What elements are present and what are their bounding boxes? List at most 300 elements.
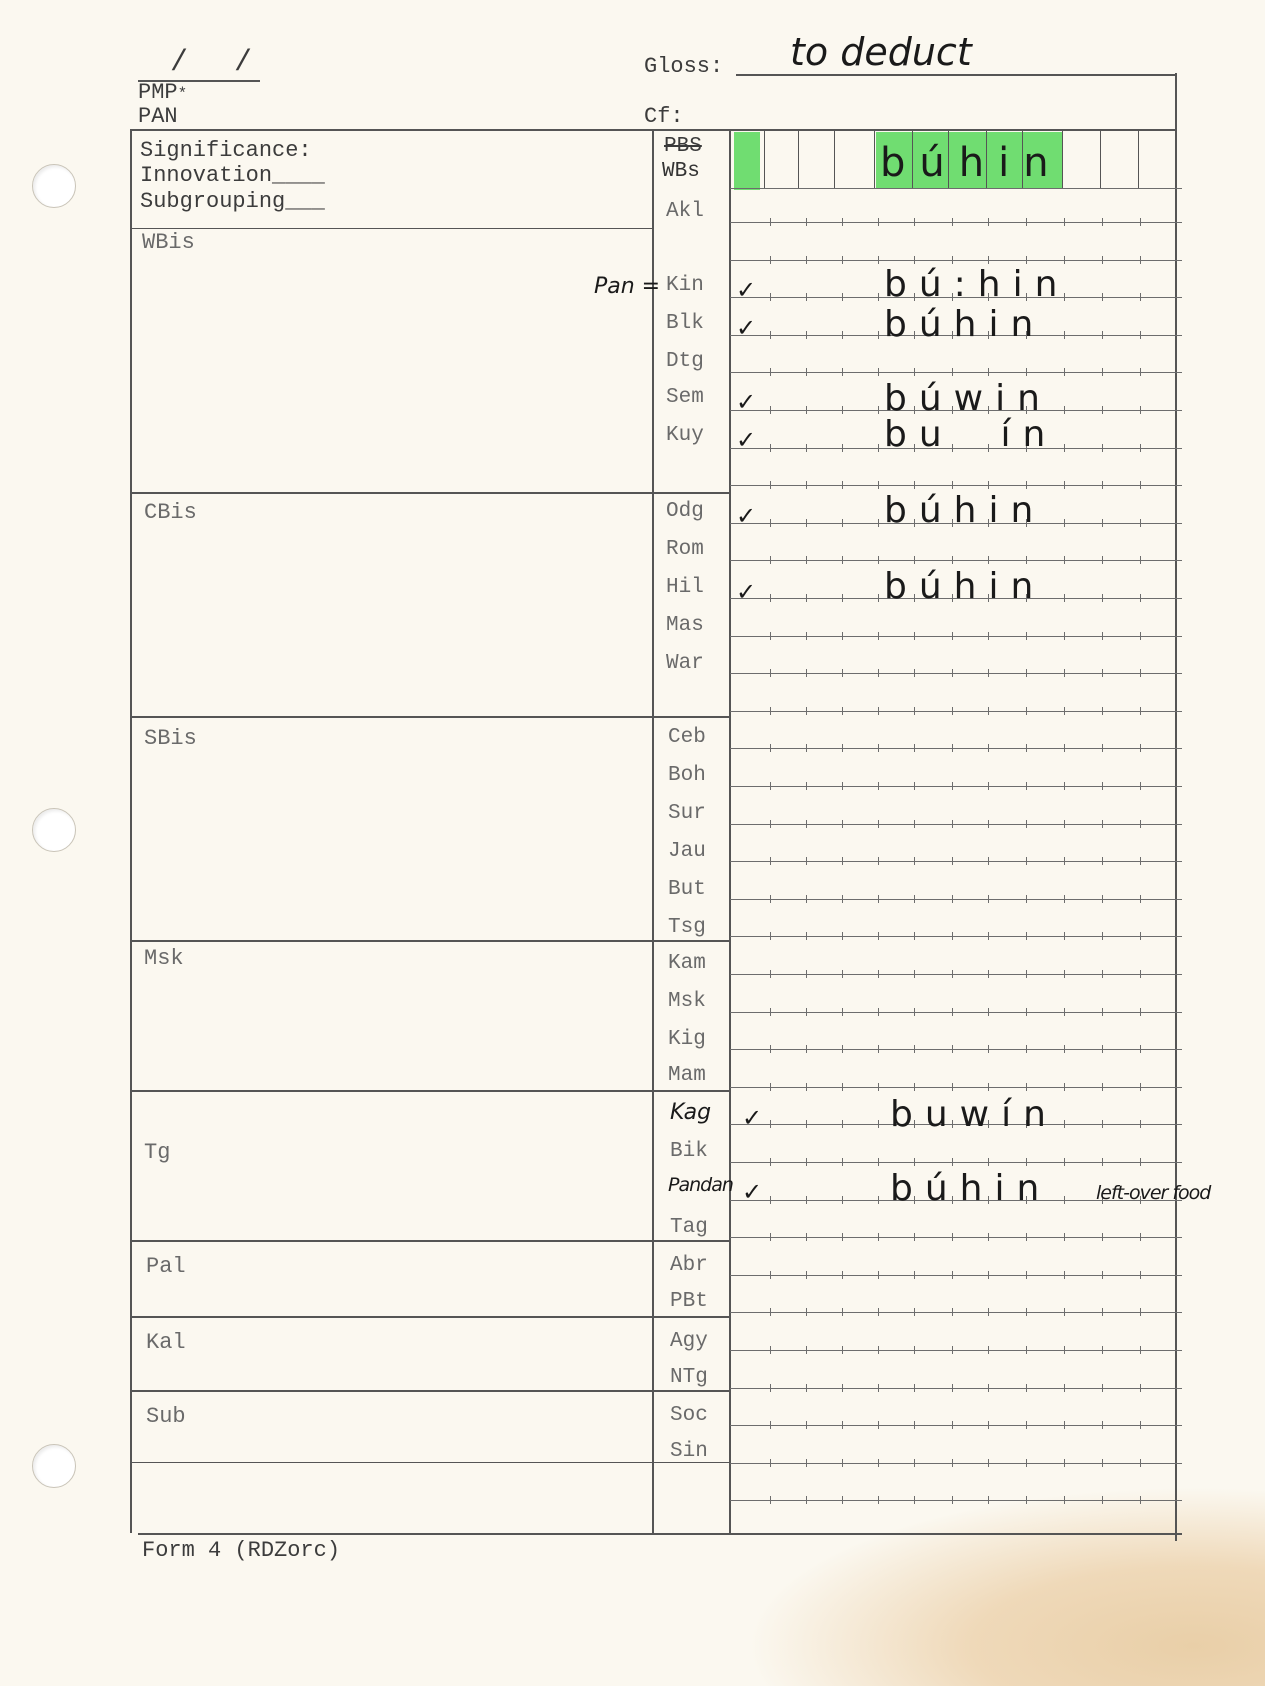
grid-tick — [770, 218, 771, 226]
check-blk: ✓ — [736, 314, 757, 342]
grid-tick — [1064, 256, 1065, 264]
grid-tick — [842, 970, 843, 978]
grid-line — [730, 485, 1182, 486]
grid-tick — [806, 1459, 807, 1467]
grid-tick — [878, 368, 879, 376]
grid-tick — [770, 1459, 771, 1467]
reflex-pandan: búhin — [890, 1168, 1052, 1209]
grid-tick — [770, 256, 771, 264]
grid-tick — [1026, 895, 1027, 903]
binder-hole-bottom — [32, 1444, 76, 1488]
grid-tick — [770, 895, 771, 903]
grid-tick — [1102, 669, 1103, 677]
grid-tick — [770, 707, 771, 715]
grid-tick — [770, 1196, 771, 1204]
check-odg: ✓ — [736, 502, 757, 530]
grid-tick — [1026, 970, 1027, 978]
grid-tick — [988, 368, 989, 376]
grid-tick — [1026, 669, 1027, 677]
grid-tick — [914, 1459, 915, 1467]
grid-line — [730, 1162, 1182, 1163]
grid-tick — [1140, 368, 1141, 376]
grid-tick — [842, 857, 843, 865]
grid-tick — [806, 481, 807, 489]
grid-tick — [842, 406, 843, 414]
grid-line — [730, 1425, 1182, 1426]
grid-tick — [914, 932, 915, 940]
grid-tick — [1140, 707, 1141, 715]
grid-tick — [806, 669, 807, 677]
grid-tick — [1140, 1421, 1141, 1429]
grid-tick — [1026, 1083, 1027, 1091]
grid-tick — [806, 293, 807, 301]
grid-tick — [878, 744, 879, 752]
grid-tick — [842, 1384, 843, 1392]
grid-tick — [952, 1083, 953, 1091]
grid-tick — [1140, 1346, 1141, 1354]
grid-tick — [1102, 406, 1103, 414]
grid-tick — [806, 1196, 807, 1204]
grid-tick — [878, 519, 879, 527]
grid-tick — [878, 1459, 879, 1467]
reflex-hil: búhin — [884, 566, 1046, 607]
grid-tick — [1102, 1158, 1103, 1166]
grid-tick — [1026, 481, 1027, 489]
grid-tick — [952, 1008, 953, 1016]
grid-tick — [988, 1008, 989, 1016]
grid-tick — [842, 632, 843, 640]
grid-tick — [1064, 368, 1065, 376]
reflex-blk: búhin — [884, 304, 1046, 345]
grid-tick — [878, 632, 879, 640]
grid-tick — [842, 1496, 843, 1504]
grid-tick — [1102, 1233, 1103, 1241]
grid-tick — [842, 1120, 843, 1128]
lang-sem: Sem — [666, 386, 704, 409]
grid-tick — [842, 556, 843, 564]
binder-hole-top — [32, 164, 76, 208]
grid-tick — [988, 256, 989, 264]
grid-tick — [988, 1421, 989, 1429]
binder-hole-middle — [32, 808, 76, 852]
grid-tick — [1026, 744, 1027, 752]
grid-tick — [1064, 481, 1065, 489]
grid-tick — [770, 368, 771, 376]
grid-tick — [842, 1308, 843, 1316]
grid-tick — [1064, 444, 1065, 452]
grid-tick — [770, 444, 771, 452]
separator-cbis — [130, 716, 730, 718]
lang-but: But — [668, 878, 706, 901]
grid-tick — [770, 594, 771, 602]
lang-jau: Jau — [668, 840, 706, 863]
grid-tick — [806, 368, 807, 376]
grid-tick — [1102, 1459, 1103, 1467]
reflex-kuy: bu ín — [884, 414, 1058, 455]
grid-tick — [806, 1045, 807, 1053]
grid-tick — [1102, 857, 1103, 865]
group-label-tg: Tg — [144, 1140, 171, 1165]
grid-tick — [806, 256, 807, 264]
grid-tick — [770, 331, 771, 339]
grid-tick — [1140, 1233, 1141, 1241]
grid-tick — [842, 481, 843, 489]
paper-stain — [745, 1486, 1265, 1686]
grid-tick — [1102, 970, 1103, 978]
grid-tick — [770, 406, 771, 414]
grid-tick — [914, 1308, 915, 1316]
grid-line — [730, 861, 1182, 862]
grid-tick — [806, 1384, 807, 1392]
grid-tick — [952, 1496, 953, 1504]
grid-tick — [1064, 669, 1065, 677]
grid-tick — [1102, 782, 1103, 790]
grid-line — [730, 1312, 1182, 1313]
grid-tick — [1140, 444, 1141, 452]
grid-tick — [988, 1158, 989, 1166]
grid-tick — [1026, 1421, 1027, 1429]
lang-mas: Mas — [666, 614, 704, 637]
grid-tick — [806, 594, 807, 602]
grid-tick — [1140, 1271, 1141, 1279]
grid-line — [730, 1463, 1182, 1464]
grid-tick — [914, 895, 915, 903]
grid-line — [730, 1275, 1182, 1276]
grid-line — [730, 222, 1182, 223]
grid-tick — [806, 218, 807, 226]
grid-tick — [1102, 1384, 1103, 1392]
grid-tick — [1026, 1233, 1027, 1241]
grid-tick — [1064, 331, 1065, 339]
grid-tick — [878, 1158, 879, 1166]
grid-tick — [842, 1346, 843, 1354]
grid-tick — [952, 368, 953, 376]
grid-tick — [878, 1271, 879, 1279]
grid-tick — [770, 556, 771, 564]
grid-tick — [806, 744, 807, 752]
grid-tick — [1064, 932, 1065, 940]
cf-label: Cf: — [644, 104, 684, 129]
separator-wbis — [130, 492, 730, 494]
grid-tick — [952, 970, 953, 978]
grid-tick — [1102, 519, 1103, 527]
grid-tick — [988, 895, 989, 903]
grid-tick — [806, 932, 807, 940]
grid-tick — [1102, 556, 1103, 564]
grid-tick — [878, 594, 879, 602]
table-right-header-border — [1175, 73, 1177, 1541]
grid-tick — [1064, 1346, 1065, 1354]
grid-tick — [806, 1496, 807, 1504]
grid-tick — [1064, 744, 1065, 752]
grid-tick — [1064, 1496, 1065, 1504]
grid-tick — [1140, 1158, 1141, 1166]
grid-line — [730, 1087, 1182, 1088]
check-sem: ✓ — [736, 388, 757, 416]
grid-tick — [988, 218, 989, 226]
grid-tick — [952, 782, 953, 790]
grid-tick — [1026, 1271, 1027, 1279]
subgrouping-label: Subgrouping___ — [140, 189, 325, 214]
grid-tick — [1102, 1308, 1103, 1316]
grid-tick — [1064, 632, 1065, 640]
lang-pbt: PBt — [670, 1290, 708, 1313]
grid-tick — [842, 1233, 843, 1241]
lang-kin: Kin — [666, 274, 704, 297]
gloss-label: Gloss: — [644, 54, 724, 79]
grid-tick — [1064, 1196, 1065, 1204]
grid-tick — [952, 256, 953, 264]
grid-tick — [1064, 1008, 1065, 1016]
lang-kag: Kag — [670, 1100, 712, 1125]
grid-tick — [770, 1308, 771, 1316]
grid-tick — [806, 1120, 807, 1128]
grid-tick — [770, 744, 771, 752]
grid-tick — [1102, 932, 1103, 940]
lang-sin: Sin — [670, 1440, 708, 1463]
grid-tick — [842, 895, 843, 903]
lang-agy: Agy — [670, 1330, 708, 1353]
lang-dtg: Dtg — [666, 350, 704, 373]
grid-tick — [1140, 331, 1141, 339]
grid-tick — [952, 632, 953, 640]
grid-line — [730, 824, 1182, 825]
grid-tick — [1140, 293, 1141, 301]
pandan-gloss: left-over food — [1096, 1182, 1211, 1204]
grid-tick — [878, 218, 879, 226]
grid-tick — [1140, 857, 1141, 865]
grid-tick — [914, 970, 915, 978]
grid-tick — [1102, 444, 1103, 452]
grid-line — [730, 1350, 1182, 1351]
grid-tick — [952, 481, 953, 489]
grid-tick — [842, 256, 843, 264]
grid-tick — [988, 1384, 989, 1392]
group-label-sub: Sub — [146, 1404, 186, 1429]
grid-tick — [988, 1045, 989, 1053]
grid-tick — [914, 1083, 915, 1091]
grid-tick — [1102, 1120, 1103, 1128]
grid-tick — [806, 1308, 807, 1316]
grid-tick — [1140, 1120, 1141, 1128]
grid-tick — [1140, 1384, 1141, 1392]
grid-tick — [842, 1008, 843, 1016]
reflex-wbs: búhin — [880, 140, 1063, 186]
grid-tick — [1102, 632, 1103, 640]
grid-tick — [878, 932, 879, 940]
cell-divider — [874, 130, 875, 188]
grid-tick — [1064, 970, 1065, 978]
grid-tick — [1102, 368, 1103, 376]
grid-tick — [1140, 1496, 1141, 1504]
grid-tick — [842, 1421, 843, 1429]
grid-line — [730, 372, 1182, 373]
grid-tick — [806, 406, 807, 414]
grid-tick — [770, 519, 771, 527]
grid-tick — [914, 1421, 915, 1429]
grid-tick — [1026, 1459, 1027, 1467]
grid-tick — [914, 556, 915, 564]
grid-tick — [988, 1083, 989, 1091]
pan-equals-annotation: Pan = — [594, 274, 661, 299]
grid-line — [730, 1237, 1182, 1238]
grid-tick — [1064, 1459, 1065, 1467]
slash-marks: / / — [170, 46, 267, 80]
grid-tick — [914, 368, 915, 376]
lang-soc: Soc — [670, 1404, 708, 1427]
grid-tick — [1102, 218, 1103, 226]
cell-divider — [798, 130, 799, 188]
grid-line — [730, 711, 1182, 712]
grid-tick — [988, 1346, 989, 1354]
grid-tick — [878, 857, 879, 865]
grid-tick — [806, 820, 807, 828]
grid-tick — [988, 1308, 989, 1316]
grid-tick — [878, 481, 879, 489]
grid-tick — [842, 1158, 843, 1166]
grid-tick — [1064, 707, 1065, 715]
grid-tick — [988, 1233, 989, 1241]
grid-tick — [1140, 970, 1141, 978]
innovation-label: Innovation____ — [140, 163, 325, 188]
grid-tick — [806, 1346, 807, 1354]
grid-tick — [770, 1233, 771, 1241]
grid-tick — [878, 406, 879, 414]
grid-tick — [914, 1384, 915, 1392]
grid-tick — [952, 1158, 953, 1166]
cell-divider — [1100, 130, 1101, 188]
column-divider-1 — [652, 129, 654, 1533]
grid-tick — [770, 782, 771, 790]
lang-pandan: Pandan — [668, 1174, 733, 1196]
separator-msk — [130, 1090, 730, 1092]
grid-tick — [770, 632, 771, 640]
grid-tick — [1026, 1008, 1027, 1016]
grid-tick — [1140, 744, 1141, 752]
grid-tick — [952, 857, 953, 865]
grid-tick — [878, 1384, 879, 1392]
grid-tick — [1026, 1384, 1027, 1392]
grid-tick — [952, 1346, 953, 1354]
grid-tick — [1102, 744, 1103, 752]
separator-kal — [130, 1390, 730, 1392]
grid-tick — [1102, 481, 1103, 489]
grid-tick — [1064, 820, 1065, 828]
grid-tick — [1026, 707, 1027, 715]
grid-tick — [914, 481, 915, 489]
grid-tick — [1140, 556, 1141, 564]
grid-tick — [1026, 632, 1027, 640]
grid-tick — [1102, 1346, 1103, 1354]
grid-tick — [914, 1496, 915, 1504]
grid-tick — [1026, 1045, 1027, 1053]
grid-line — [730, 786, 1182, 787]
grid-tick — [1102, 1045, 1103, 1053]
grid-tick — [952, 1384, 953, 1392]
grid-tick — [1064, 1120, 1065, 1128]
grid-tick — [1026, 1346, 1027, 1354]
grid-tick — [952, 1308, 953, 1316]
grid-tick — [878, 669, 879, 677]
grid-tick — [952, 669, 953, 677]
grid-tick — [806, 707, 807, 715]
grid-tick — [1140, 932, 1141, 940]
grid-tick — [1140, 519, 1141, 527]
lang-boh: Boh — [668, 764, 706, 787]
grid-tick — [1064, 1233, 1065, 1241]
grid-tick — [770, 669, 771, 677]
column-divider-2 — [729, 129, 731, 1533]
grid-tick — [1064, 556, 1065, 564]
grid-tick — [806, 970, 807, 978]
reflex-odg: búhin — [884, 490, 1046, 531]
grid-line — [730, 1388, 1182, 1389]
grid-tick — [1026, 368, 1027, 376]
lang-tag: Tag — [670, 1216, 708, 1239]
separator-tg — [130, 1240, 730, 1242]
grid-tick — [770, 1496, 771, 1504]
group-label-pal: Pal — [146, 1254, 186, 1279]
grid-tick — [878, 895, 879, 903]
grid-line — [730, 673, 1182, 674]
lang-rom: Rom — [666, 538, 704, 561]
grid-tick — [1064, 218, 1065, 226]
grid-tick — [1140, 218, 1141, 226]
grid-tick — [1140, 820, 1141, 828]
grid-tick — [1026, 256, 1027, 264]
grid-tick — [878, 1496, 879, 1504]
grid-tick — [842, 1045, 843, 1053]
lang-tsg: Tsg — [668, 916, 706, 939]
grid-tick — [770, 820, 771, 828]
grid-tick — [842, 594, 843, 602]
grid-tick — [1064, 594, 1065, 602]
grid-tick — [878, 782, 879, 790]
form-label: Form 4 (RDZorc) — [142, 1538, 341, 1563]
grid-tick — [1026, 1158, 1027, 1166]
group-label-wbis: WBis — [142, 230, 195, 255]
grid-tick — [1102, 331, 1103, 339]
grid-tick — [878, 1233, 879, 1241]
check-hil: ✓ — [736, 578, 757, 606]
separator-sbis — [130, 940, 730, 942]
lang-sur: Sur — [668, 802, 706, 825]
grid-tick — [988, 1271, 989, 1279]
grid-line — [730, 748, 1182, 749]
grid-tick — [770, 857, 771, 865]
grid-line — [730, 1500, 1182, 1501]
grid-line — [730, 1049, 1182, 1050]
separator-pal — [130, 1316, 730, 1318]
grid-tick — [1140, 594, 1141, 602]
grid-tick — [914, 256, 915, 264]
gloss-underline — [736, 74, 1176, 76]
grid-tick — [806, 782, 807, 790]
grid-tick — [952, 1421, 953, 1429]
grid-tick — [806, 1083, 807, 1091]
lang-msk: Msk — [668, 990, 706, 1013]
grid-tick — [952, 707, 953, 715]
lang-bik: Bik — [670, 1140, 708, 1163]
grid-tick — [842, 218, 843, 226]
grid-tick — [952, 744, 953, 752]
grid-tick — [952, 895, 953, 903]
grid-tick — [770, 1008, 771, 1016]
grid-tick — [842, 293, 843, 301]
grid-tick — [1026, 218, 1027, 226]
grid-tick — [1026, 820, 1027, 828]
grid-tick — [988, 782, 989, 790]
